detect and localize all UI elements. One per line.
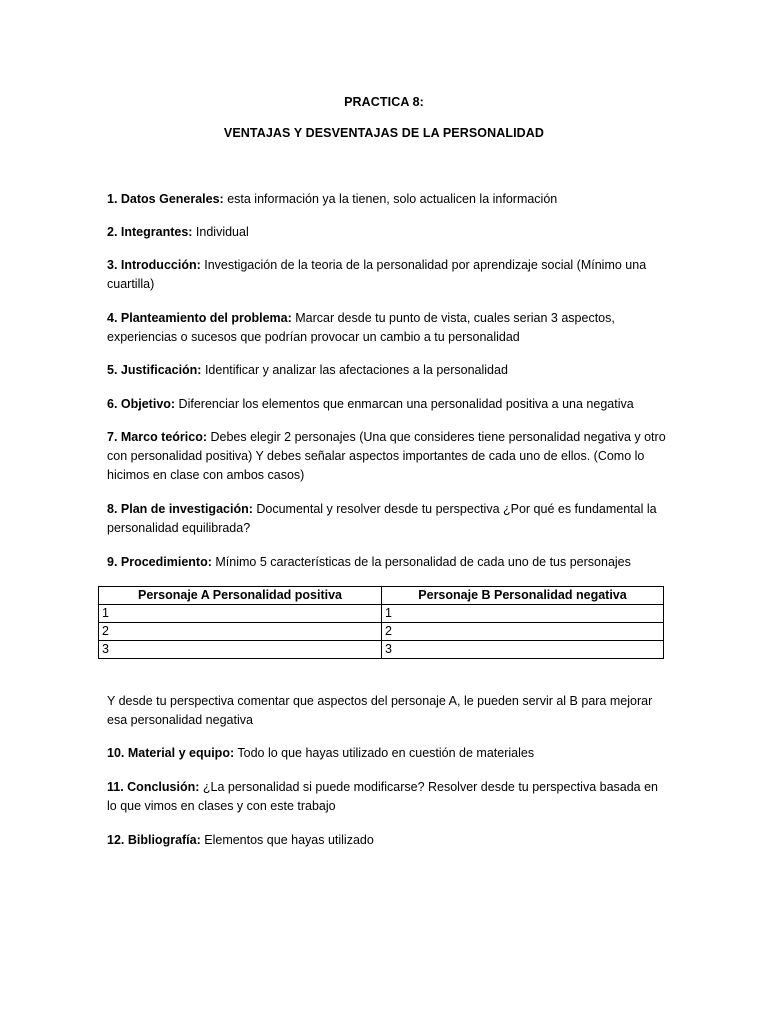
section-label: 2. Integrantes: xyxy=(107,225,193,239)
section-text: ¿La personalidad si puede modificarse? Resolver desde tu perspectiva basada en lo que vimos en clases y con este trabajo xyxy=(107,780,659,813)
section-objetivo xyxy=(107,395,667,414)
section-text: Debes elegir 2 personajes (Una que consideres tiene personalidad negativa y otro con personalidad positiva) Y debes señalar aspectos importantes de cada uno de ellos. (Como lo hicimos en clase con ambos casos) xyxy=(107,430,666,482)
table-cell: 3 xyxy=(99,641,382,659)
table-row xyxy=(99,623,664,641)
table-header-row xyxy=(99,587,664,605)
section-datos-generales xyxy=(107,190,667,209)
section-label: 10. Material y equipo: xyxy=(107,746,235,760)
section-label: 3. Introducción: xyxy=(107,258,201,272)
section-conclusion xyxy=(107,778,667,816)
section-label: 4. Planteamiento del problema: xyxy=(107,311,292,325)
table-cell: 2 xyxy=(99,623,382,641)
table-cell: 1 xyxy=(382,605,664,623)
table-cell: 2 xyxy=(382,623,664,641)
section-procedimiento xyxy=(107,553,667,572)
section-justificacion xyxy=(107,361,667,380)
section-plan-investigacion xyxy=(107,500,667,538)
section-text: esta información ya la tienen, solo actualicen la información xyxy=(223,192,558,206)
section-label: 5. Justificación: xyxy=(107,363,202,377)
section-introduccion xyxy=(107,256,667,294)
section-text: Todo lo que hayas utilizado en cuestión de materiales xyxy=(234,746,535,760)
personajes-table xyxy=(98,586,664,659)
after-table-paragraph: Y desde tu perspectiva comentar que aspectos del personaje A, le pueden servir al B para mejorar esa personalidad negativa xyxy=(107,694,653,727)
page-subtitle: VENTAJAS Y DESVENTAJAS DE LA PERSONALIDAD xyxy=(223,126,545,140)
section-label: 6. Objetivo: xyxy=(107,397,176,411)
section-text: Individual xyxy=(192,225,249,239)
table-row xyxy=(99,641,664,659)
section-text: Identificar y analizar las afectaciones a la personalidad xyxy=(201,363,508,377)
table-cell: 1 xyxy=(99,605,382,623)
section-text: Marcar desde tu punto de vista, cuales serian 3 aspectos, experiencias o sucesos que podrían provocar un cambio a tu personalidad xyxy=(107,311,615,344)
section-label: 8. Plan de investigación: xyxy=(107,502,253,516)
section-text: Diferenciar los elementos que enmarcan una personalidad positiva a una negativa xyxy=(175,397,634,411)
section-label: 12. Bibliografía: xyxy=(107,833,201,847)
section-text: Elementos que hayas utilizado xyxy=(200,833,374,847)
page-title: PRACTICA 8: xyxy=(344,95,424,109)
table-header-cell: Personaje A Personalidad positiva xyxy=(99,587,382,605)
section-material-equipo xyxy=(107,744,667,763)
table-row xyxy=(99,605,664,623)
table-cell: 3 xyxy=(382,641,664,659)
section-label: 7. Marco teórico: xyxy=(107,430,208,444)
section-text: Mínimo 5 características de la personalidad de cada uno de tus personajes xyxy=(211,555,631,569)
section-label: 9. Procedimiento: xyxy=(107,555,212,569)
section-planteamiento xyxy=(107,309,667,347)
section-label: 11. Conclusión: xyxy=(107,780,200,794)
section-bibliografia xyxy=(107,831,667,850)
section-text: Documental y resolver desde tu perspectiva ¿Por qué es fundamental la personalidad equilibrada? xyxy=(107,502,657,535)
section-integrantes xyxy=(107,223,667,242)
table-header-cell: Personaje B Personalidad negativa xyxy=(382,587,664,605)
section-marco-teorico xyxy=(107,428,667,485)
section-text: Investigación de la teoria de la personalidad por aprendizaje social (Mínimo una cuartilla) xyxy=(107,258,647,291)
section-label: 1. Datos Generales: xyxy=(107,192,224,206)
